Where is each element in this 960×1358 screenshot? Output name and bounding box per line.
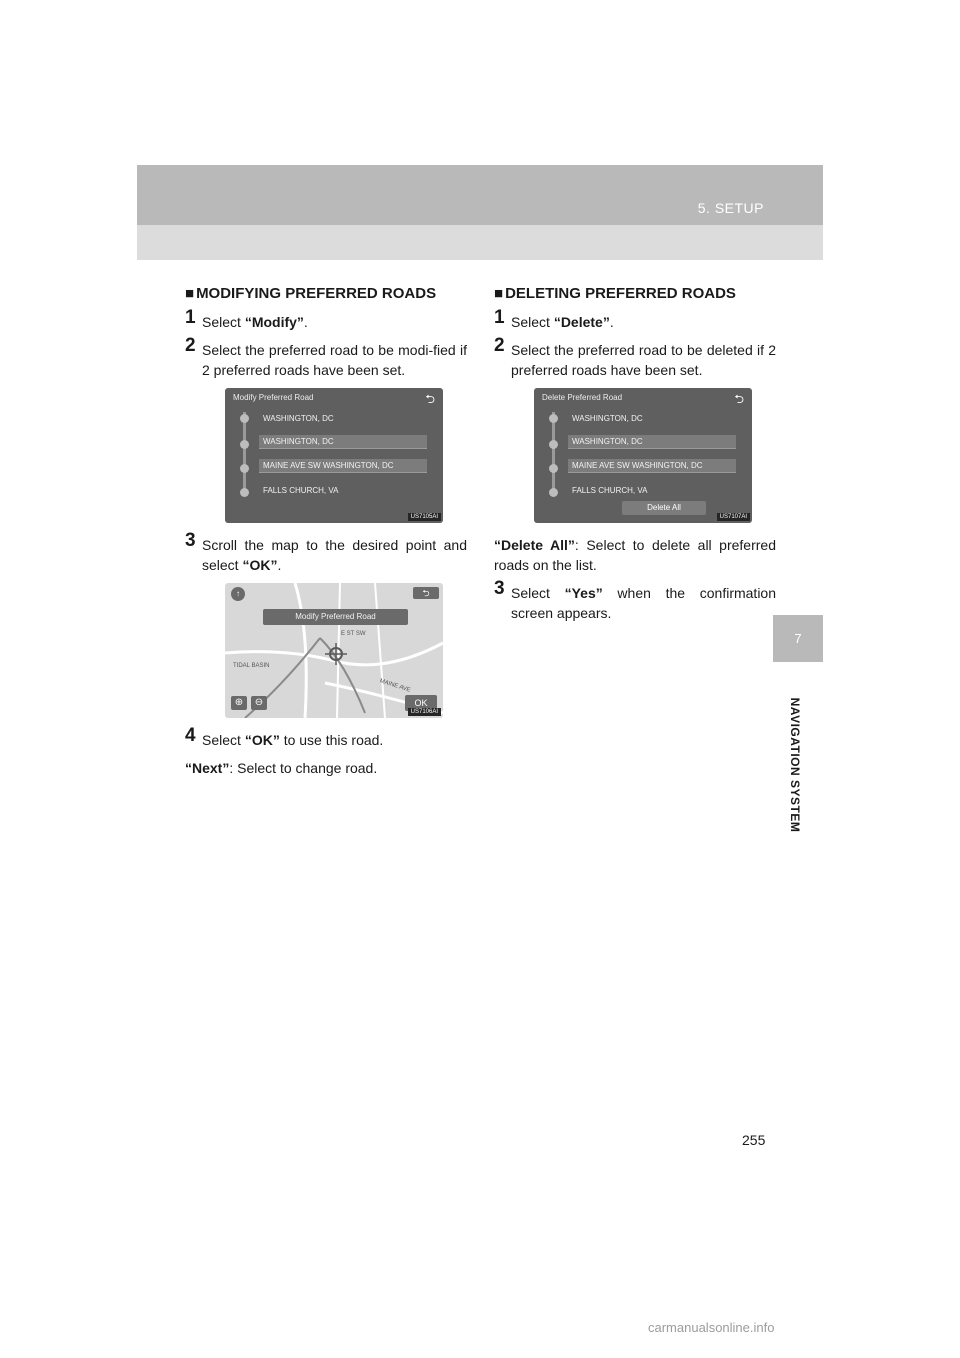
ok-button[interactable]: OK xyxy=(405,695,437,711)
back-arrow-icon: ⮌ xyxy=(425,392,435,406)
next-note xyxy=(185,758,467,778)
route-rail xyxy=(552,412,555,496)
heading-text: MODIFYING PREFERRED ROADS xyxy=(196,285,437,302)
chapter-tab-label xyxy=(775,680,815,850)
watermark: carmanualsonline.info xyxy=(648,1320,775,1335)
right-column xyxy=(494,285,776,631)
map-pin-icon xyxy=(240,488,249,497)
step-keyword: “Modify” xyxy=(244,314,304,330)
note-text: : Select to delete all preferred roads on the list. xyxy=(494,537,776,573)
step-number: 3 xyxy=(185,530,196,551)
page-number: 255 xyxy=(742,1132,766,1148)
step-3 xyxy=(494,578,776,623)
step-number: 3 xyxy=(494,578,505,599)
step-text-end: to use this road. xyxy=(279,732,384,748)
left-column xyxy=(185,285,467,786)
step-keyword: “Yes” xyxy=(564,585,603,601)
section-heading-deleting xyxy=(494,285,776,302)
map-screenshot xyxy=(225,583,443,718)
step-text-end: . xyxy=(609,314,614,330)
header-band xyxy=(137,165,823,225)
heading-bullet: ■ xyxy=(185,285,195,302)
step-number: 1 xyxy=(185,307,196,328)
step-keyword: “Delete” xyxy=(553,314,610,330)
map-pin-icon xyxy=(549,488,558,497)
compass-icon[interactable]: ↑ xyxy=(231,587,245,601)
step-text: Scroll the map to the desired point and select xyxy=(202,537,467,573)
back-button[interactable]: ⮌ xyxy=(413,587,439,599)
step-text: Select the preferred road to be deleted if 2 preferred roads have been set. xyxy=(511,342,776,378)
note-keyword: “Next” xyxy=(185,760,230,776)
figure-id: US7107AI xyxy=(717,513,750,521)
step-text: Select xyxy=(511,314,554,330)
note-text: : Select to change road. xyxy=(229,760,378,776)
road-list-item: WASHINGTON, DC xyxy=(568,435,736,449)
map-label: MAINE AVE xyxy=(378,678,412,694)
step-number: 2 xyxy=(185,335,196,356)
map-mode-banner: Modify Preferred Road xyxy=(263,609,408,625)
back-arrow-icon: ⮌ xyxy=(734,392,744,406)
step-text: Select the preferred road to be modi-fied if 2 preferred roads have been set. xyxy=(202,342,467,378)
delete-preferred-road-screenshot xyxy=(534,388,752,523)
map-pin-icon xyxy=(549,464,558,473)
step-text: Select xyxy=(202,732,245,748)
chapter-tab-label-text: NAVIGATION SYSTEM xyxy=(788,697,802,833)
step-number: 1 xyxy=(494,307,505,328)
map-pin-icon xyxy=(240,464,249,473)
route-rail xyxy=(243,412,246,496)
step-4 xyxy=(185,725,467,750)
map-label: E ST SW xyxy=(341,631,366,637)
note-keyword: “Delete All” xyxy=(494,537,575,553)
road-list-item: WASHINGTON, DC xyxy=(572,414,643,423)
chapter-tab-number: 7 xyxy=(773,615,823,662)
step-1 xyxy=(185,307,467,332)
road-list-item: FALLS CHURCH, VA xyxy=(263,486,339,495)
map-pin-icon xyxy=(240,440,249,449)
step-keyword: “OK” xyxy=(244,732,280,748)
map-pin-icon xyxy=(549,414,558,423)
heading-bullet: ■ xyxy=(494,285,504,302)
step-text-end: . xyxy=(277,557,282,573)
screen-title: Delete Preferred Road xyxy=(542,393,623,402)
map-pin-icon xyxy=(549,440,558,449)
step-2 xyxy=(185,335,467,380)
map-label: TIDAL BASIN xyxy=(233,663,270,669)
figure-id: US7106AI xyxy=(408,708,441,716)
road-list-item: WASHINGTON, DC xyxy=(263,414,334,423)
step-2 xyxy=(494,335,776,380)
road-list-item: MAINE AVE SW WASHINGTON, DC xyxy=(259,459,427,473)
section-title: 5. SETUP xyxy=(697,200,764,216)
delete-all-button[interactable]: Delete All xyxy=(622,501,706,515)
zoom-in-button[interactable]: ⊕ xyxy=(231,696,247,710)
step-1 xyxy=(494,307,776,332)
screen-title: Modify Preferred Road xyxy=(233,393,314,402)
delete-all-note xyxy=(494,535,776,575)
step-3 xyxy=(185,530,467,575)
step-text: Select xyxy=(511,585,565,601)
step-keyword: “OK” xyxy=(242,557,278,573)
step-text-end: when the confirmation screen appears. xyxy=(511,585,776,621)
section-heading-modifying xyxy=(185,285,467,302)
step-number: 2 xyxy=(494,335,505,356)
step-number: 4 xyxy=(185,725,196,746)
step-text-end: . xyxy=(303,314,308,330)
heading-text: DELETING PREFERRED ROADS xyxy=(505,285,736,302)
step-text: Select xyxy=(202,314,245,330)
road-list-item: FALLS CHURCH, VA xyxy=(572,486,648,495)
header-subband xyxy=(137,225,823,260)
road-list-item: MAINE AVE SW WASHINGTON, DC xyxy=(568,459,736,473)
modify-preferred-road-screenshot xyxy=(225,388,443,523)
figure-id: US7105AI xyxy=(408,513,441,521)
zoom-out-button[interactable]: ⊖ xyxy=(251,696,267,710)
road-list-item: WASHINGTON, DC xyxy=(259,435,427,449)
map-pin-icon xyxy=(240,414,249,423)
